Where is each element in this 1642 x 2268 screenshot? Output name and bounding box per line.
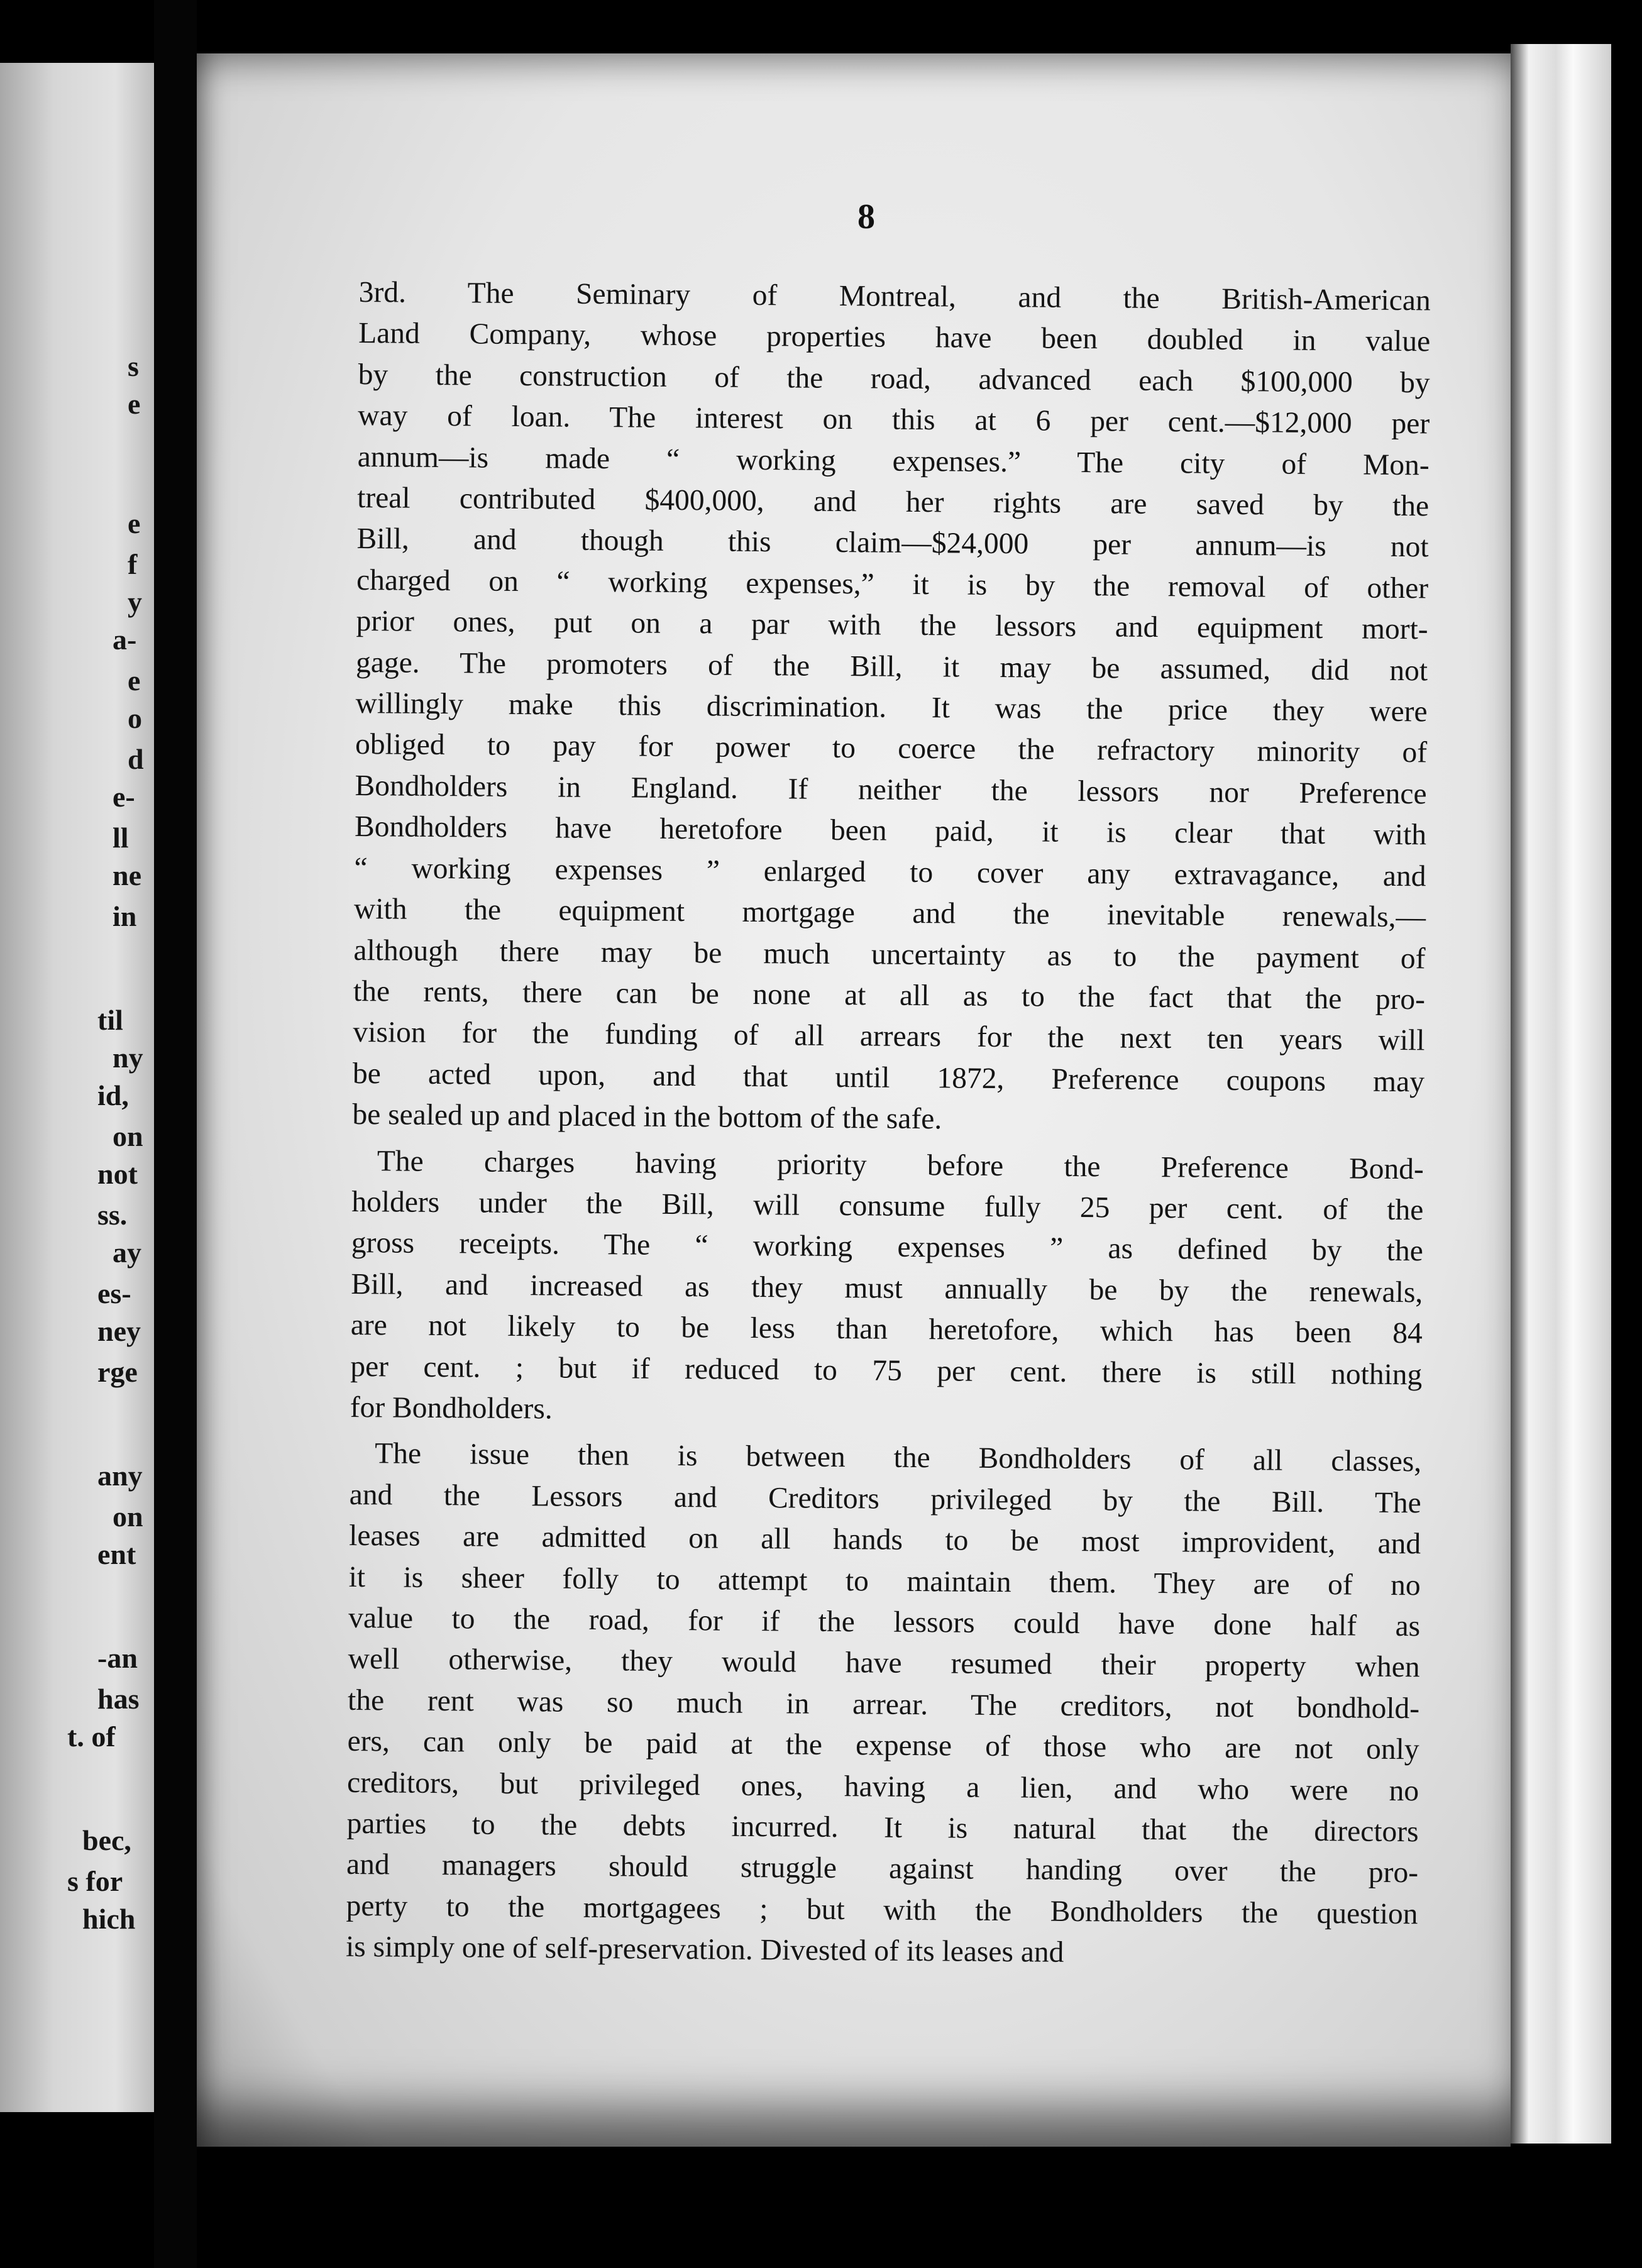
text-line: the rent was so much in arrear. The creditors, not bondhold-	[347, 1683, 1420, 1726]
text-line: 3rd. The Seminary of Montreal, and the British-American	[358, 275, 1431, 317]
text-line: well otherwise, they would have resumed their property when	[348, 1643, 1420, 1684]
left-page-fragment: not	[97, 1158, 138, 1190]
book-gutter	[154, 0, 197, 2268]
text-line: vision for the funding of all arrears for the next ten years will	[353, 1016, 1425, 1057]
left-page-fragment: e	[128, 664, 141, 696]
text-line: per cent. ; but if reduced to 75 per cent. there is still nothing	[350, 1350, 1423, 1391]
left-page-fragment: y	[128, 586, 142, 618]
text-line: prior ones, put on a par with the lessors and equipment mort-	[356, 605, 1428, 646]
left-page-fragment: a-	[113, 624, 137, 656]
text-line: be sealed up and placed in the bottom of the safe.	[352, 1098, 942, 1136]
left-page-fragment: f	[128, 548, 138, 580]
left-page-fragment: o	[128, 702, 142, 734]
left-page-fragment: ll	[113, 822, 129, 854]
text-line: Land Company, whose properties have been doubled in value	[358, 317, 1431, 358]
text-line: by the construction of the road, advanced each $100,000 by	[358, 358, 1430, 400]
text-line: for Bondholders.	[350, 1390, 553, 1426]
document-page	[197, 53, 1511, 2147]
body-text	[346, 272, 1431, 1981]
left-page-fragment: on	[113, 1500, 143, 1533]
text-line: Bill, and though this claim—$24,000 per annum—is not	[356, 522, 1429, 564]
left-page-fragment: -an	[97, 1642, 138, 1674]
text-line: holders under the Bill, will consume fully 25 per cent. of the	[351, 1185, 1424, 1227]
left-page-fragment: til	[97, 1004, 123, 1036]
left-page-fragment: e-	[113, 781, 135, 813]
text-line: although there may be much uncertainty as to the payment of	[353, 933, 1426, 975]
text-line: “ working expenses ” enlarged to cover any extravagance, and	[354, 851, 1426, 893]
left-page-fragment: id,	[97, 1079, 129, 1111]
paragraph	[346, 1433, 1422, 1976]
text-line: value to the road, for if the lessors could have done half as	[348, 1601, 1421, 1643]
text-line: Bondholders have heretofore been paid, it is clear that with	[354, 810, 1427, 852]
text-line: creditors, but privileged ones, having a lien, and who were no	[346, 1766, 1419, 1807]
left-page-fragment: ss.	[97, 1199, 128, 1231]
left-page-fragment: on	[113, 1120, 143, 1152]
text-line: with the equipment mortgage and the inevitable renewals,—	[353, 893, 1426, 934]
left-page-fragment: in	[113, 900, 137, 932]
text-line: and the Lessors and Creditors privileged by the Bill. The	[349, 1478, 1421, 1520]
text-line: willingly make this discrimination. It was the price they were	[355, 687, 1428, 729]
left-page-fragment: hich	[82, 1903, 136, 1935]
left-page-fragment: ney	[97, 1315, 141, 1347]
text-line: annum—is made “ working expenses.” The city of Mon-	[357, 440, 1430, 482]
left-page-fragment: ent	[97, 1538, 136, 1570]
text-line: The issue then is between the Bondholders of all classes,	[375, 1437, 1422, 1478]
paragraph	[352, 272, 1431, 1144]
left-page-fragment: has	[97, 1683, 140, 1715]
text-line: perty to the mortgagees ; but with the Bondholders the question	[346, 1889, 1418, 1931]
text-line: Bill, and increased as they must annually be by the renewals,	[351, 1267, 1423, 1309]
text-line: leases are admitted on all hands to be most improvident, and	[349, 1519, 1421, 1561]
page-edge	[1511, 44, 1611, 2144]
text-line: charged on “ working expenses,” it is by the removal of other	[356, 563, 1429, 605]
left-page-fragment: ay	[113, 1236, 141, 1269]
text-line: The charges having priority before the Preference Bond-	[377, 1144, 1424, 1186]
left-page-fragment: s	[128, 350, 139, 382]
text-line: it is sheer folly to attempt to maintain them. They are of no	[348, 1560, 1421, 1602]
text-line: the rents, there can be none at all as to the fact that the pro-	[353, 974, 1426, 1016]
left-page-fragment: rge	[97, 1356, 138, 1388]
text-line: ers, can only be paid at the expense of those who are not only	[347, 1725, 1419, 1766]
paragraph	[350, 1140, 1424, 1436]
left-page-fragment: es-	[97, 1277, 131, 1309]
left-page-fragment: bec,	[82, 1824, 131, 1856]
text-line: treal contributed $400,000, and her rights are saved by the	[356, 482, 1430, 523]
text-line: way of loan. The interest on this at 6 per cent.—$12,000 per	[358, 399, 1430, 441]
text-line: and managers should struggle against handing over the pro-	[346, 1848, 1419, 1890]
left-page-fragment: d	[128, 743, 144, 775]
text-line: gross receipts. The “ working expenses ” as defined by the	[351, 1226, 1424, 1268]
left-page-fragment: ny	[113, 1042, 143, 1074]
text-line: Bondholders in England. If neither the lessors nor Preference	[355, 769, 1427, 811]
left-page-fragment: s for	[67, 1865, 123, 1897]
text-line: gage. The promoters of the Bill, it may be assumed, did not	[355, 646, 1428, 688]
text-line: obliged to pay for power to coerce the refractory minority of	[355, 728, 1428, 769]
left-page-fragment: e	[128, 507, 141, 539]
text-line: are not likely to be less than heretofore, which has been 84	[350, 1309, 1423, 1350]
text-line: parties to the debts incurred. It is natural that the directors	[346, 1807, 1419, 1849]
left-page-fragment: e	[128, 388, 141, 420]
left-page-fragment: ne	[113, 859, 141, 891]
page-number: 8	[857, 197, 875, 236]
adjacent-left-page	[0, 63, 154, 2112]
text-line: be acted upon, and that until 1872, Preference coupons may	[352, 1057, 1425, 1099]
left-page-fragment: any	[97, 1460, 143, 1492]
left-page-fragment: t. of	[67, 1720, 116, 1753]
text-line: is simply one of self-preservation. Divested of its leases and	[345, 1930, 1064, 1969]
